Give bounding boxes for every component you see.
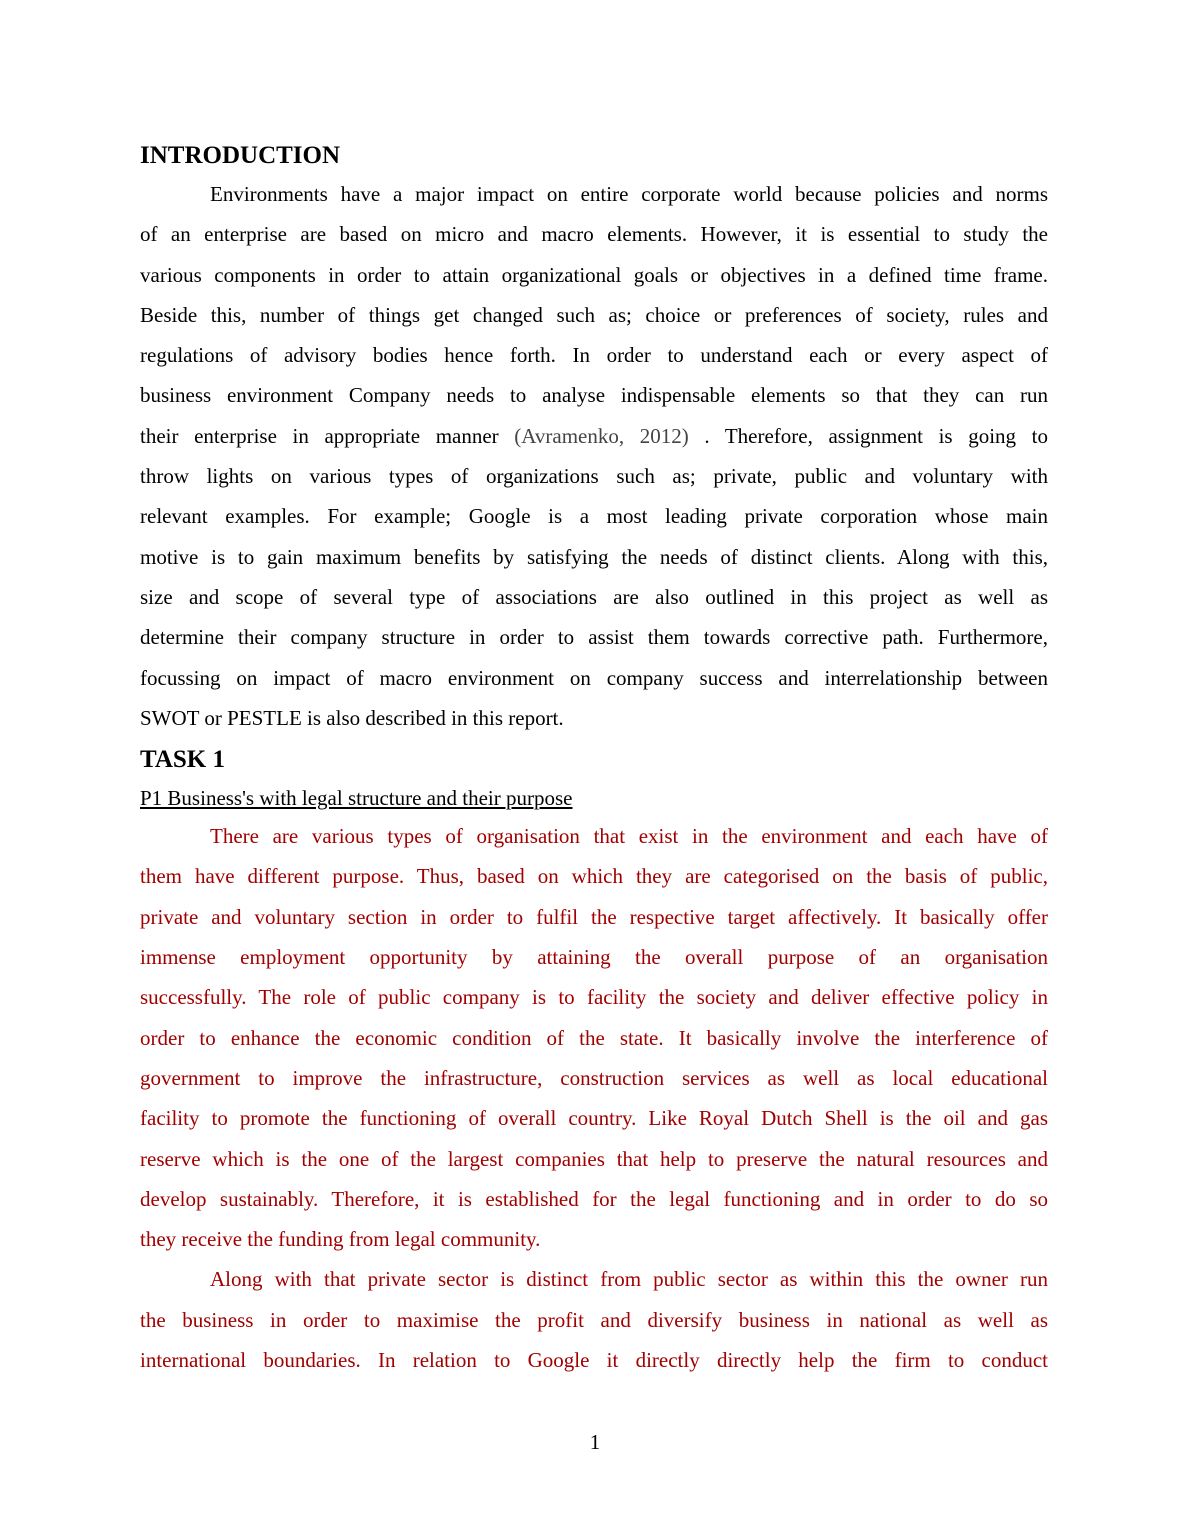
text-line: SWOT or PESTLE is also described in this report. (140, 705, 564, 730)
text-line: regulations of advisory bodies hence forth. In order to understand each or every aspect of (140, 343, 1048, 368)
text-line: private and voluntary section in order to fulfil the respective target affectively. It basically offer (140, 904, 1048, 929)
task-paragraph-2 (140, 1259, 1048, 1380)
text-line: business environment Company needs to analyse indispensable elements so that they can run (140, 383, 1048, 408)
page-number: 1 (589, 1430, 601, 1454)
text-line: of an enterprise are based on micro and macro elements. However, it is essential to study the (140, 222, 1048, 247)
text-line: relevant examples. For example; Google is a most leading private corporation whose main (140, 504, 1048, 529)
section-subheading: P1 Business's with legal structure and their purpose (140, 786, 573, 811)
text-segment: their enterprise in appropriate manner (140, 423, 499, 448)
text-line: develop sustainably. Therefore, it is established for the legal functioning and in order to do so (140, 1186, 1048, 1211)
text-line: focussing on impact of macro environment on company success and interrelationship between (140, 665, 1048, 690)
text-line: Environments have a major impact on entire corporate world because policies and norms (210, 182, 1048, 206)
text-line: immense employment opportunity by attaining the overall purpose of an organisation (140, 945, 1048, 970)
task-paragraph-1 (140, 816, 1048, 1259)
text-line: they receive the funding from legal community. (140, 1227, 541, 1252)
text-line: the business in order to maximise the profit and diversify business in national as well as (140, 1307, 1048, 1332)
text-line: government to improve the infrastructure, construction services as well as local educational (140, 1065, 1048, 1090)
text-line: successfully. The role of public company is to facility the society and deliver effective policy in (140, 985, 1048, 1010)
text-line: them have different purpose. Thus, based on which they are categorised on the basis of public, (140, 864, 1048, 889)
text-segment: . Therefore, assignment is going to (704, 423, 1049, 448)
text-line: throw lights on various types of organizations such as; private, public and voluntary with (140, 464, 1048, 489)
text-line: Along with that private sector is distinct from public sector as within this the owner run (210, 1267, 1048, 1292)
text-line: various components in order to attain organizational goals or objectives in a defined time frame. (140, 262, 1048, 287)
intro-heading: INTRODUCTION (140, 142, 341, 169)
text-line: facility to promote the functioning of overall country. Like Royal Dutch Shell is the oil and gas (140, 1106, 1048, 1131)
text-line: order to enhance the economic condition of the state. It basically involve the interference of (140, 1025, 1048, 1050)
text-line: Beside this, number of things get changed such as; choice or preferences of society, rules and (140, 302, 1048, 327)
intro-paragraph (140, 174, 1048, 738)
task-heading: TASK 1 (140, 746, 225, 774)
text-line: There are various types of organisation that exist in the environment and each have of (210, 824, 1048, 849)
document-page (140, 138, 1048, 1380)
text-line: reserve which is the one of the largest companies that help to preserve the natural resources and (140, 1146, 1048, 1171)
text-line: size and scope of several type of associations are also outlined in this project as well as (140, 584, 1048, 609)
text-line: determine their company structure in order to assist them towards corrective path. Furthermore, (140, 625, 1048, 650)
text-line (140, 416, 1048, 456)
citation: (Avramenko, 2012) (514, 423, 689, 448)
text-line: international boundaries. In relation to Google it directly directly help the firm to conduct (140, 1348, 1048, 1373)
text-line: motive is to gain maximum benefits by satisfying the needs of distinct clients. Along with this, (140, 544, 1048, 569)
